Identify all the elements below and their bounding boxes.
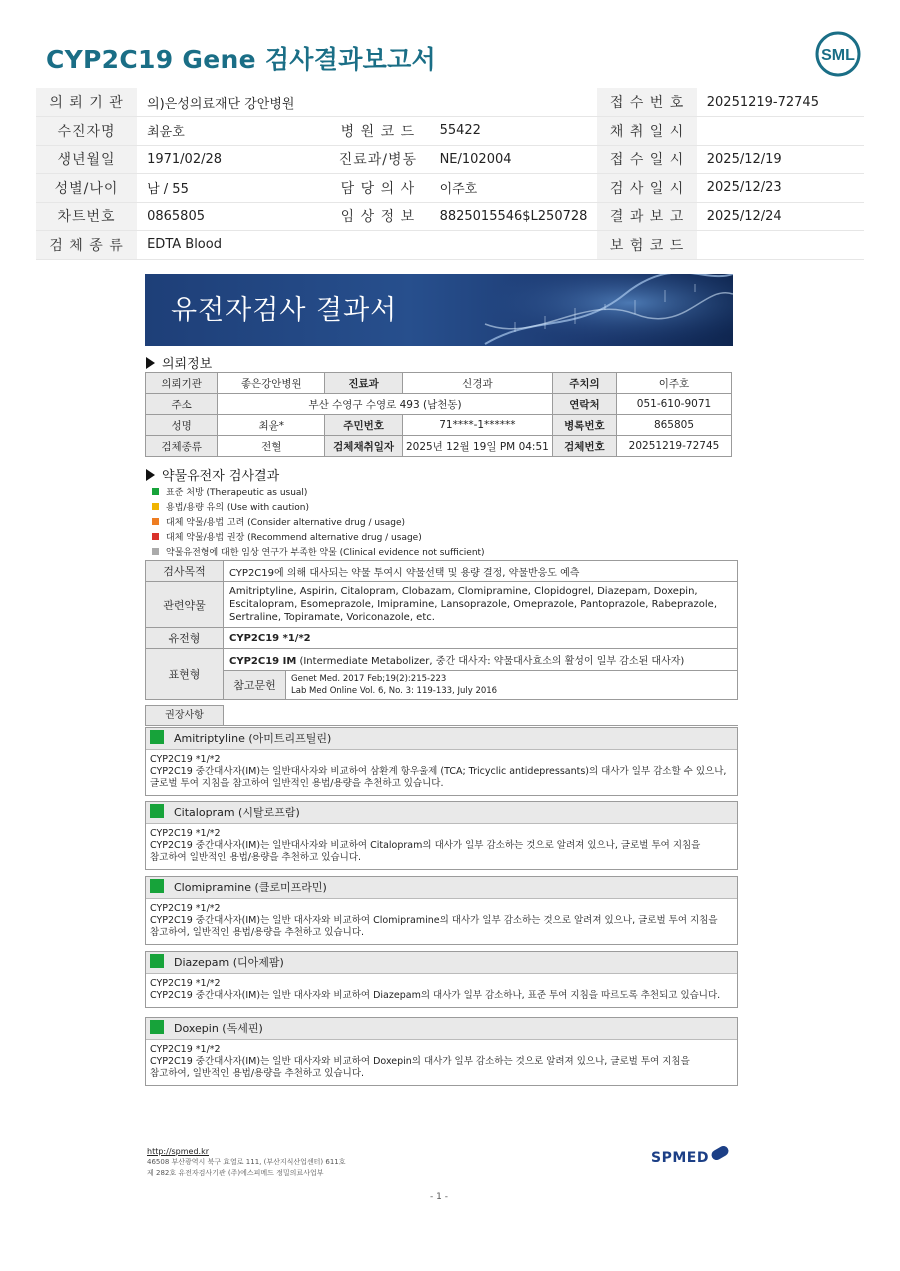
- drug-header: [146, 877, 737, 899]
- genotype-value: CYP2C19 *1/*2: [224, 628, 738, 649]
- header-value: 2025/12/19: [697, 145, 864, 174]
- drug-name: Clomipramine (클로미프라민): [174, 881, 327, 894]
- drug-description: 참고하여 일반적인 용법/용량을 추천하고 있습니다.: [150, 852, 362, 863]
- phenotype-label: 표현형: [146, 649, 224, 700]
- legend-label: 대체 약물/용법 고려 (Consider alternative drug / usage): [166, 518, 406, 528]
- info-cell: 진료과: [325, 373, 403, 394]
- header-label: 보 험 코 드: [597, 231, 696, 260]
- header-label: 검 사 일 시: [597, 174, 696, 203]
- info-cell: 검체종류: [146, 436, 218, 457]
- phenotype-rest: (Intermediate Metabolizer, 중간 대사자: 약물대사효소의 활성이 일부 감소된 대사자): [296, 656, 685, 667]
- legend-label: 대체 약물/용법 권장 (Recommend alternative drug / usage): [166, 533, 422, 543]
- header-row: [36, 231, 864, 260]
- drug-description: 글로벌 투여 지침을 참고하여 일반적인 용법/용량을 추천하고 있습니다.: [150, 778, 444, 789]
- drug-header: [146, 802, 737, 824]
- header-label: 성별/나이: [36, 174, 137, 203]
- dna-helix-graphic: [475, 274, 733, 346]
- header-value: 1971/02/28: [137, 145, 326, 174]
- drug-recommendation: [145, 951, 738, 1008]
- drug-header: [146, 728, 737, 750]
- green-status-square-icon: [150, 954, 164, 968]
- footer: [147, 1146, 346, 1179]
- info-cell: 검체채취일자: [325, 436, 403, 457]
- legend-color-swatch-icon: [152, 518, 159, 525]
- info-cell: 주소: [146, 394, 218, 415]
- request-info-table: [145, 372, 732, 457]
- green-status-square-icon: [150, 1020, 164, 1034]
- header-label: 채 취 일 시: [597, 117, 696, 146]
- drug-genotype: CYP2C19 *1/*2: [150, 903, 221, 914]
- info-cell: 20251219-72745: [616, 436, 731, 457]
- spmed-logo-text: SPMED: [651, 1150, 709, 1166]
- legend-item: [152, 486, 485, 501]
- drug-name: Citalopram (시탈로프람): [174, 806, 300, 819]
- page-number: - 1 -: [430, 1192, 448, 1202]
- spmed-logo: [651, 1150, 709, 1166]
- ref-value: [286, 671, 738, 700]
- drug-genotype: CYP2C19 *1/*2: [150, 828, 221, 839]
- header-label: 담 당 의 사: [326, 174, 429, 203]
- header-value: 0865805: [137, 202, 326, 231]
- drug-genotype: CYP2C19 *1/*2: [150, 978, 221, 989]
- header-value: 2025/12/23: [697, 174, 864, 203]
- drug-description: CYP2C19 중간대사자(IM)는 일반대사자와 비교하여 Citalopram의 대사가 일부 감소하는 것으로 알려져 있으나, 글로벌 투여 지침을: [150, 840, 701, 851]
- drug-name: Amitriptyline (아미트리프틸린): [174, 732, 332, 745]
- info-cell: 865805: [616, 415, 731, 436]
- drug-description: CYP2C19 중간대사자(IM)는 일반 대사자와 비교하여 Doxepin의 대사가 일부 감소하는 것으로 알려져 있으나, 글로벌 투여 지침을: [150, 1056, 690, 1067]
- green-status-square-icon: [150, 804, 164, 818]
- legend-label: 용법/용량 유의 (Use with caution): [166, 503, 309, 513]
- header-label: 임 상 정 보: [326, 202, 429, 231]
- sml-logo: [814, 30, 862, 78]
- header-value: NE/102004: [430, 145, 598, 174]
- drug-body: [146, 899, 737, 944]
- drug-description: CYP2C19 중간대사자(IM)는 일반 대사자와 비교하여 Clomipramine의 대사가 일부 감소하는 것으로 알려져 있으나, 글로벌 투여 지침을: [150, 915, 718, 926]
- header-value: EDTA Blood: [137, 231, 597, 260]
- header-value: 20251219-72745: [697, 88, 864, 117]
- triangle-bullet-icon: [146, 469, 155, 481]
- header-label: 수진자명: [36, 117, 137, 146]
- divider: [224, 725, 738, 726]
- info-cell: 신경과: [402, 373, 552, 394]
- drug-body: [146, 974, 737, 1007]
- legend: [152, 486, 485, 561]
- header-row: [36, 202, 864, 231]
- drug-genotype: CYP2C19 *1/*2: [150, 1044, 221, 1055]
- drug-recommendation: [145, 1017, 738, 1086]
- info-cell: 의뢰기관: [146, 373, 218, 394]
- header-value: [697, 231, 864, 260]
- legend-color-swatch-icon: [152, 548, 159, 555]
- legend-color-swatch-icon: [152, 533, 159, 540]
- legend-label: 약물유전형에 대한 임상 연구가 부족한 약물 (Clinical evidence not sufficient): [166, 548, 485, 558]
- drug-recommendation: [145, 727, 738, 796]
- recommendation-tab: 권장사항: [145, 705, 224, 726]
- header-row: [36, 174, 864, 203]
- info-cell: 부산 수영구 수영로 493 (남천동): [218, 394, 553, 415]
- section-pgx-result: 약물유전자 검사결과: [146, 465, 279, 484]
- legend-item: [152, 531, 485, 546]
- capsule-icon: [705, 1144, 735, 1164]
- drug-name: Diazepam (디아제팜): [174, 956, 284, 969]
- ref-label: 참고문헌: [224, 671, 286, 700]
- report-banner: [145, 274, 733, 346]
- drug-description: 참고하여, 일반적인 용법/용량을 추천하고 있습니다.: [150, 1068, 365, 1079]
- info-cell: 71****-1******: [402, 415, 552, 436]
- drug-body: [146, 750, 737, 795]
- drug-description: CYP2C19 중간대사자(IM)는 일반대사자와 비교하여 삼환계 항우울제 (TCA; Tricyclic antidepressants)의 대사가 일부 감소할 수 있으나,: [150, 766, 727, 777]
- patient-header-table: [36, 88, 864, 260]
- info-cell: 2025년 12월 19일 PM 04:51: [402, 436, 552, 457]
- header-row: [36, 88, 864, 117]
- green-status-square-icon: [150, 879, 164, 893]
- legend-label: 표준 처방 (Therapeutic as usual): [166, 488, 308, 498]
- legend-item: [152, 516, 485, 531]
- info-cell: 전혈: [218, 436, 325, 457]
- header-label: 검 체 종 류: [36, 231, 137, 260]
- sml-logo-text: SML: [821, 47, 855, 64]
- header-label: 생년월일: [36, 145, 137, 174]
- drug-recommendation: [145, 876, 738, 945]
- drug-header: [146, 1018, 737, 1040]
- info-cell: 이주호: [616, 373, 731, 394]
- green-status-square-icon: [150, 730, 164, 744]
- drugs-label: 관련약물: [146, 582, 224, 628]
- header-label: 병 원 코 드: [326, 117, 429, 146]
- phenotype-value: [224, 649, 738, 671]
- footer-address: 46508 부산광역시 북구 효열로 111, (부산지식산업센터) 611호: [147, 1158, 346, 1166]
- info-cell: 주민번호: [325, 415, 403, 436]
- header-value: 8825015546$L250728: [430, 202, 598, 231]
- header-value: 남 / 55: [137, 174, 326, 203]
- header-label: 결 과 보 고: [597, 202, 696, 231]
- header-row: [36, 117, 864, 146]
- drug-body: [146, 1040, 737, 1085]
- legend-color-swatch-icon: [152, 488, 159, 495]
- info-cell: 성명: [146, 415, 218, 436]
- ref-1: Genet Med. 2017 Feb;19(2):215-223: [291, 674, 447, 684]
- ref-2: Lab Med Online Vol. 6, No. 3: 119-133, July 2016: [291, 686, 498, 696]
- drug-description: 참고하여, 일반적인 용법/용량을 추천하고 있습니다.: [150, 927, 365, 938]
- header-value: 55422: [430, 117, 598, 146]
- info-cell: 051-610-9071: [616, 394, 731, 415]
- legend-item: [152, 501, 485, 516]
- legend-item: [152, 546, 485, 561]
- drug-name: Doxepin (독세핀): [174, 1022, 263, 1035]
- result-table: [145, 560, 738, 700]
- info-cell: 최윤*: [218, 415, 325, 436]
- drug-recommendation: [145, 801, 738, 870]
- phenotype-bold: CYP2C19 IM: [229, 656, 297, 667]
- footer-link[interactable]: http://spmed.kr: [147, 1147, 210, 1156]
- legend-color-swatch-icon: [152, 503, 159, 510]
- header-value: 의)은성의료재단 강안병원: [137, 88, 597, 117]
- header-label: 의 뢰 기 관: [36, 88, 137, 117]
- header-value: 2025/12/24: [697, 202, 864, 231]
- section-request-info: 의뢰정보: [146, 353, 212, 372]
- info-cell: 연락처: [552, 394, 616, 415]
- info-cell: 검체번호: [552, 436, 616, 457]
- report-title: CYP2C19 Gene 검사결과보고서: [46, 45, 436, 74]
- genotype-label: 유전형: [146, 628, 224, 649]
- drugs-value: Amitriptyline, Aspirin, Citalopram, Clobazam, Clomipramine, Clopidogrel, Diazepam, Doxepin, Escitalopram, Esomeprazole, Imipramine, Lansoprazole, Omeprazole, Pantoprazole, Rabeprazole, Sertraline, Topiramate, Voriconazole, etc.: [224, 582, 738, 628]
- drug-description: CYP2C19 중간대사자(IM)는 일반 대사자와 비교하여 Diazepam의 대사가 일부 감소하나, 표준 투여 지침을 따르도록 추천되고 있습니다.: [150, 990, 721, 1001]
- header-value: 이주호: [430, 174, 598, 203]
- info-cell: 병록번호: [552, 415, 616, 436]
- drug-genotype: CYP2C19 *1/*2: [150, 754, 221, 765]
- drug-body: [146, 824, 737, 869]
- header-value: [697, 117, 864, 146]
- header-label: 접 수 일 시: [597, 145, 696, 174]
- info-cell: 좋은강안병원: [218, 373, 325, 394]
- header-label: 접 수 번 호: [597, 88, 696, 117]
- banner-title: 유전자검사 결과서: [171, 295, 398, 326]
- triangle-bullet-icon: [146, 357, 155, 369]
- footer-registration: 제 282호 유전자검사기관 (주)에스피메드 정밀의료사업부: [147, 1169, 324, 1177]
- purpose-value: CYP2C19에 의해 대사되는 약물 투여시 약물선택 및 용량 결정, 약물반응도 예측: [224, 561, 738, 582]
- info-cell: 주치의: [552, 373, 616, 394]
- header-label: 차트번호: [36, 202, 137, 231]
- purpose-label: 검사목적: [146, 561, 224, 582]
- header-row: [36, 145, 864, 174]
- header-value: 최윤호: [137, 117, 326, 146]
- header-label: 진료과/병동: [326, 145, 429, 174]
- drug-header: [146, 952, 737, 974]
